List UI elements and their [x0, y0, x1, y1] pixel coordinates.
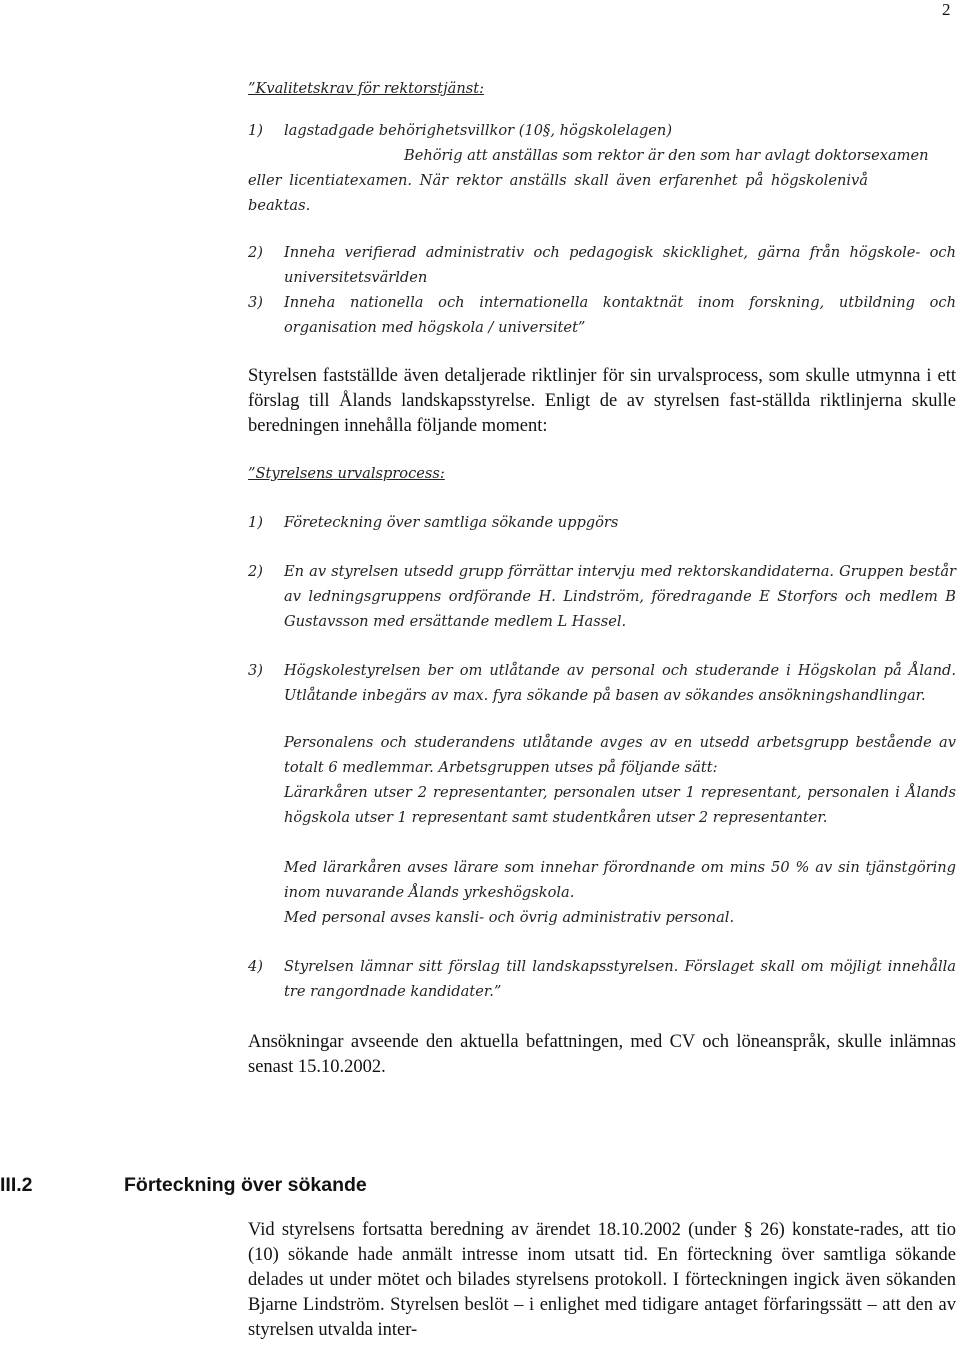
item-sub-line: Behörig att anställas som rektor är den som har avlagt doktorsexamen — [404, 147, 929, 164]
step-number: 4) — [248, 958, 263, 975]
step-3-paragraph-2b: Med personal avses kansli- och övrig administrativ personal. — [284, 909, 735, 926]
step-3-paragraph-1b: Lärarkåren utser 2 representanter, personalen utser 1 representant, personalen i Ålands högskola utser 1 representant samt studentkåren utser 2 representanter. — [284, 784, 956, 826]
item-text: Inneha nationella och internationella kontaktnät inom forskning, utbildning och organisation med högskola / universitet” — [284, 294, 956, 336]
item-number: 2) — [248, 244, 263, 261]
step-3-paragraph-1: Personalens och studerandens utlåtande avges av en utsedd arbetsgrupp bestående av totalt 6 medlemmar. Arbetsgruppen utses på följande sätt: — [284, 734, 956, 776]
section-number: III.2 — [0, 1174, 33, 1196]
selection-title: ”Styrelsens urvalsprocess: — [248, 465, 445, 482]
section-title: Förteckning över sökande — [124, 1174, 367, 1196]
step-number: 1) — [248, 514, 263, 531]
step-text: Styrelsen lämnar sitt förslag till landskapsstyrelsen. Förslaget skall om möjligt innehålla tre rangordnade kandidater.” — [284, 958, 956, 1000]
step-3-details — [284, 730, 956, 930]
step-text: Högskolestyrelsen ber om utlåtande av personal och studerande i Högskolan på Åland. Utlåtande inbegärs av max. fyra sökande på basen av sökandes ansökningshandlingar. — [284, 662, 956, 704]
board-paragraph: Styrelsen fastställde även detaljerade riktlinjer för sin urvalsprocess, som skulle utmynna i ett förslag till Ålands landskapsstyrelse. Enligt de av styrelsen fast-ställda riktlinjerna skulle beredningen innehålla följande moment: — [248, 366, 956, 436]
item-text: lagstadgade behörighetsvillkor (10§, högskolelagen) — [284, 122, 673, 139]
selection-step-1 — [248, 510, 956, 535]
step-text: En av styrelsen utsedd grupp förrättar intervju med rektorskandidaterna. Gruppen består av ledningsgruppens ordförande H. Lindström, föredragande E Storfors och medlem B Gustavsson med ersättande medlem L Hassel. — [284, 563, 956, 630]
item-number: 1) — [248, 122, 263, 139]
selection-step-2 — [248, 559, 956, 634]
step-text: Företeckning över samtliga sökande uppgörs — [284, 514, 619, 531]
selection-step-3 — [248, 658, 956, 708]
item-number: 3) — [248, 294, 263, 311]
bottom-paragraph: Vid styrelsens fortsatta beredning av ärendet 18.10.2002 (under § 26) konstate-rades, att tio (10) sökande hade anmält intresse inom utsatt tid. En förteckning över samtliga sökande delades ut under mötet och bilades styrelsens protokoll. I förteckningen ingick även sökanden Bjarne Lindström. Styrelsen beslöt – i enlighet med tidigare antaget förfaringssätt – att den av styrelsen utvalda inter- — [248, 1220, 956, 1340]
qualification-title: ”Kvalitetskrav för rektorstjänst: — [248, 80, 485, 97]
step-3-paragraph-2: Med lärarkåren avses lärare som innehar förordnande om mins 50 % av sin tjänstgöring inom nuvarande Ålands yrkeshögskola. — [284, 859, 956, 901]
step-number: 2) — [248, 563, 263, 580]
qualification-item-2 — [248, 240, 956, 290]
selection-step-4 — [248, 954, 956, 1004]
item-sub-text: eller licentiatexamen. När rektor anställs skall även erfarenhet på högskolenivå beaktas. — [248, 172, 868, 214]
qualification-item-1 — [248, 118, 956, 218]
applications-paragraph: Ansökningar avseende den aktuella befattningen, med CV och löneanspråk, skulle inlämnas senast 15.10.2002. — [248, 1032, 956, 1077]
item-text: Inneha verifierad administrativ och pedagogisk skicklighet, gärna från högskole- och universitetsvärlden — [284, 244, 956, 286]
step-number: 3) — [248, 662, 263, 679]
page-number: 2 — [942, 0, 951, 19]
main-content — [248, 76, 956, 1080]
qualification-item-3 — [248, 290, 956, 340]
